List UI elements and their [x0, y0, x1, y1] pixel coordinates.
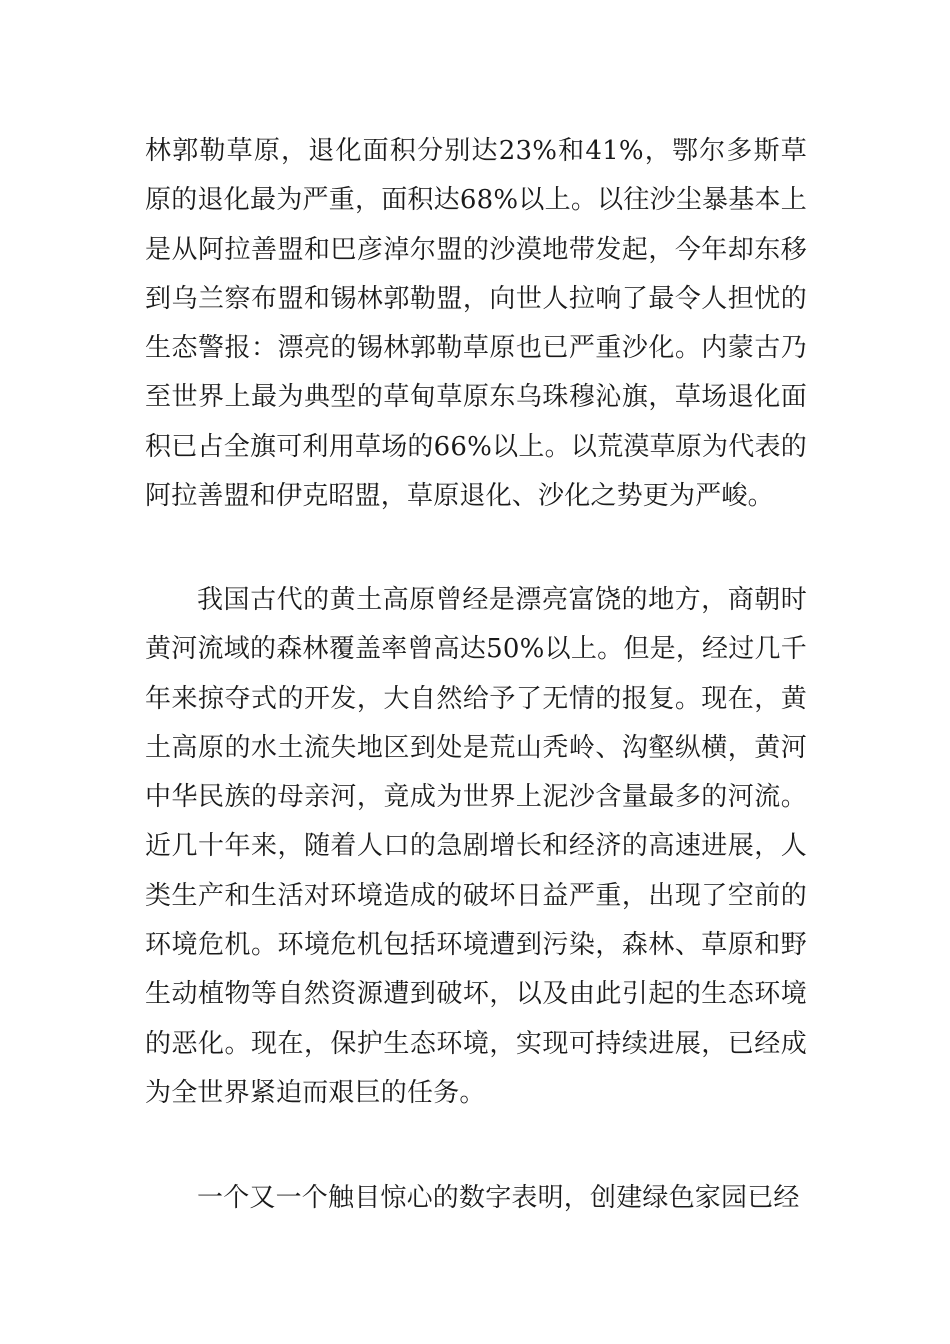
paragraph-loess-plateau: 我国古代的黄土高原曾经是漂亮富饶的地方，商朝时黄河流域的森林覆盖率曾高达50%以上。但是，经过几千年来掠夺式的开发，大自然给予了无情的报复。现在，黄土高原的水土流失地区到处是荒山秃岭、沟壑纵横，黄河中华民族的母亲河，竟成为世界上泥沙含量最多的河流。近几十年来，随着人口的急剧增长和经济的高速进展，人类生产和生活对环境造成的破坏日益严重，出现了空前的环境危机。环境危机包括环境遭到污染，森林、草原和野生动植物等自然资源遭到破坏，以及由此引起的生态环境的恶化。现在，保护生态环境，实现可持续进展，已经成为全世界紧迫而艰巨的任务。 [145, 585, 807, 1108]
paragraph-green-home: 一个又一个触目惊心的数字表明，创建绿色家园已经 [197, 1183, 800, 1213]
paragraph-grassland-degradation: 林郭勒草原，退化面积分别达23%和41%，鄂尔多斯草原的退化最为严重，面积达68%以上。以往沙尘暴基本上是从阿拉善盟和巴彦淖尔盟的沙漠地带发起，今年却东移到乌兰察布盟和锡林郭勒盟，向世人拉响了最令人担忧的生态警报：漂亮的锡林郭勒草原也已严重沙化。内蒙古乃至世界上最为典型的草甸草原东乌珠穆沁旗，草场退化面积已占全旗可利用草场的66%以上。以荒漠草原为代表的阿拉善盟和伊克昭盟，草原退化、沙化之势更为严峻。 [145, 136, 807, 512]
